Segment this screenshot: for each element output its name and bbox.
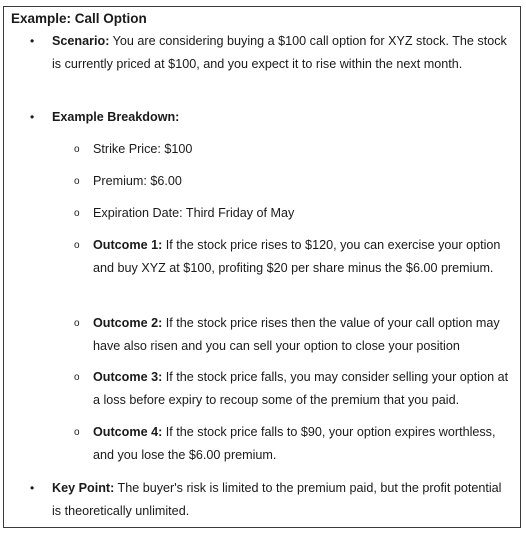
outcome-item bbox=[93, 312, 517, 358]
sub-bullet-marker: o bbox=[74, 240, 80, 251]
bullet-marker: • bbox=[30, 34, 35, 48]
sub-bullet-marker: o bbox=[74, 372, 80, 383]
bullet-marker: • bbox=[30, 481, 35, 495]
breakdown-label: Example Breakdown: bbox=[52, 110, 180, 124]
sub-bullet-marker: o bbox=[74, 318, 80, 329]
scenario-label: Scenario: bbox=[52, 34, 110, 48]
sub-bullet-marker: o bbox=[74, 208, 80, 219]
outcome-text: If the stock price rises to $120, you can exercise your option and buy XYZ at $100, profiting $20 per share minus the $6.00 premium. bbox=[93, 238, 501, 275]
sub-bullet-marker: o bbox=[74, 176, 80, 187]
outcome-text: If the stock price rises then the value of your call option may have also risen and you can sell your option to close your position bbox=[93, 316, 500, 353]
outcome-label: Outcome 2: bbox=[93, 316, 163, 330]
scenario-text: You are considering buying a $100 call option for XYZ stock. The stock is currently priced at $100, and you expect it to rise within the next month. bbox=[52, 34, 507, 71]
outcome-item bbox=[93, 366, 517, 412]
key-point-label: Key Point: bbox=[52, 481, 115, 495]
outcome-item bbox=[93, 234, 517, 280]
document-box bbox=[3, 6, 521, 528]
key-point-paragraph bbox=[52, 477, 514, 523]
outcome-label: Outcome 4: bbox=[93, 425, 163, 439]
outcome-label: Outcome 3: bbox=[93, 370, 163, 384]
breakdown-heading bbox=[52, 106, 514, 129]
breakdown-item: Premium: $6.00 bbox=[93, 174, 182, 188]
sub-bullet-marker: o bbox=[74, 427, 80, 438]
breakdown-item: Expiration Date: Third Friday of May bbox=[93, 206, 295, 220]
bullet-marker: • bbox=[30, 110, 35, 124]
key-point-text: The buyer's risk is limited to the premium paid, but the profit potential is theoretically unlimited. bbox=[52, 481, 502, 518]
scenario-paragraph bbox=[52, 30, 514, 76]
outcome-text: If the stock price falls to $90, your option expires worthless, and you lose the $6.00 premium. bbox=[93, 425, 496, 462]
outcome-label: Outcome 1: bbox=[93, 238, 163, 252]
breakdown-item: Strike Price: $100 bbox=[93, 142, 193, 156]
document-title: Example: Call Option bbox=[11, 11, 147, 26]
sub-bullet-marker: o bbox=[74, 144, 80, 155]
outcome-item bbox=[93, 421, 517, 467]
outcome-text: If the stock price falls, you may consider selling your option at a loss before expiry to recoup some of the premium that you paid. bbox=[93, 370, 509, 407]
